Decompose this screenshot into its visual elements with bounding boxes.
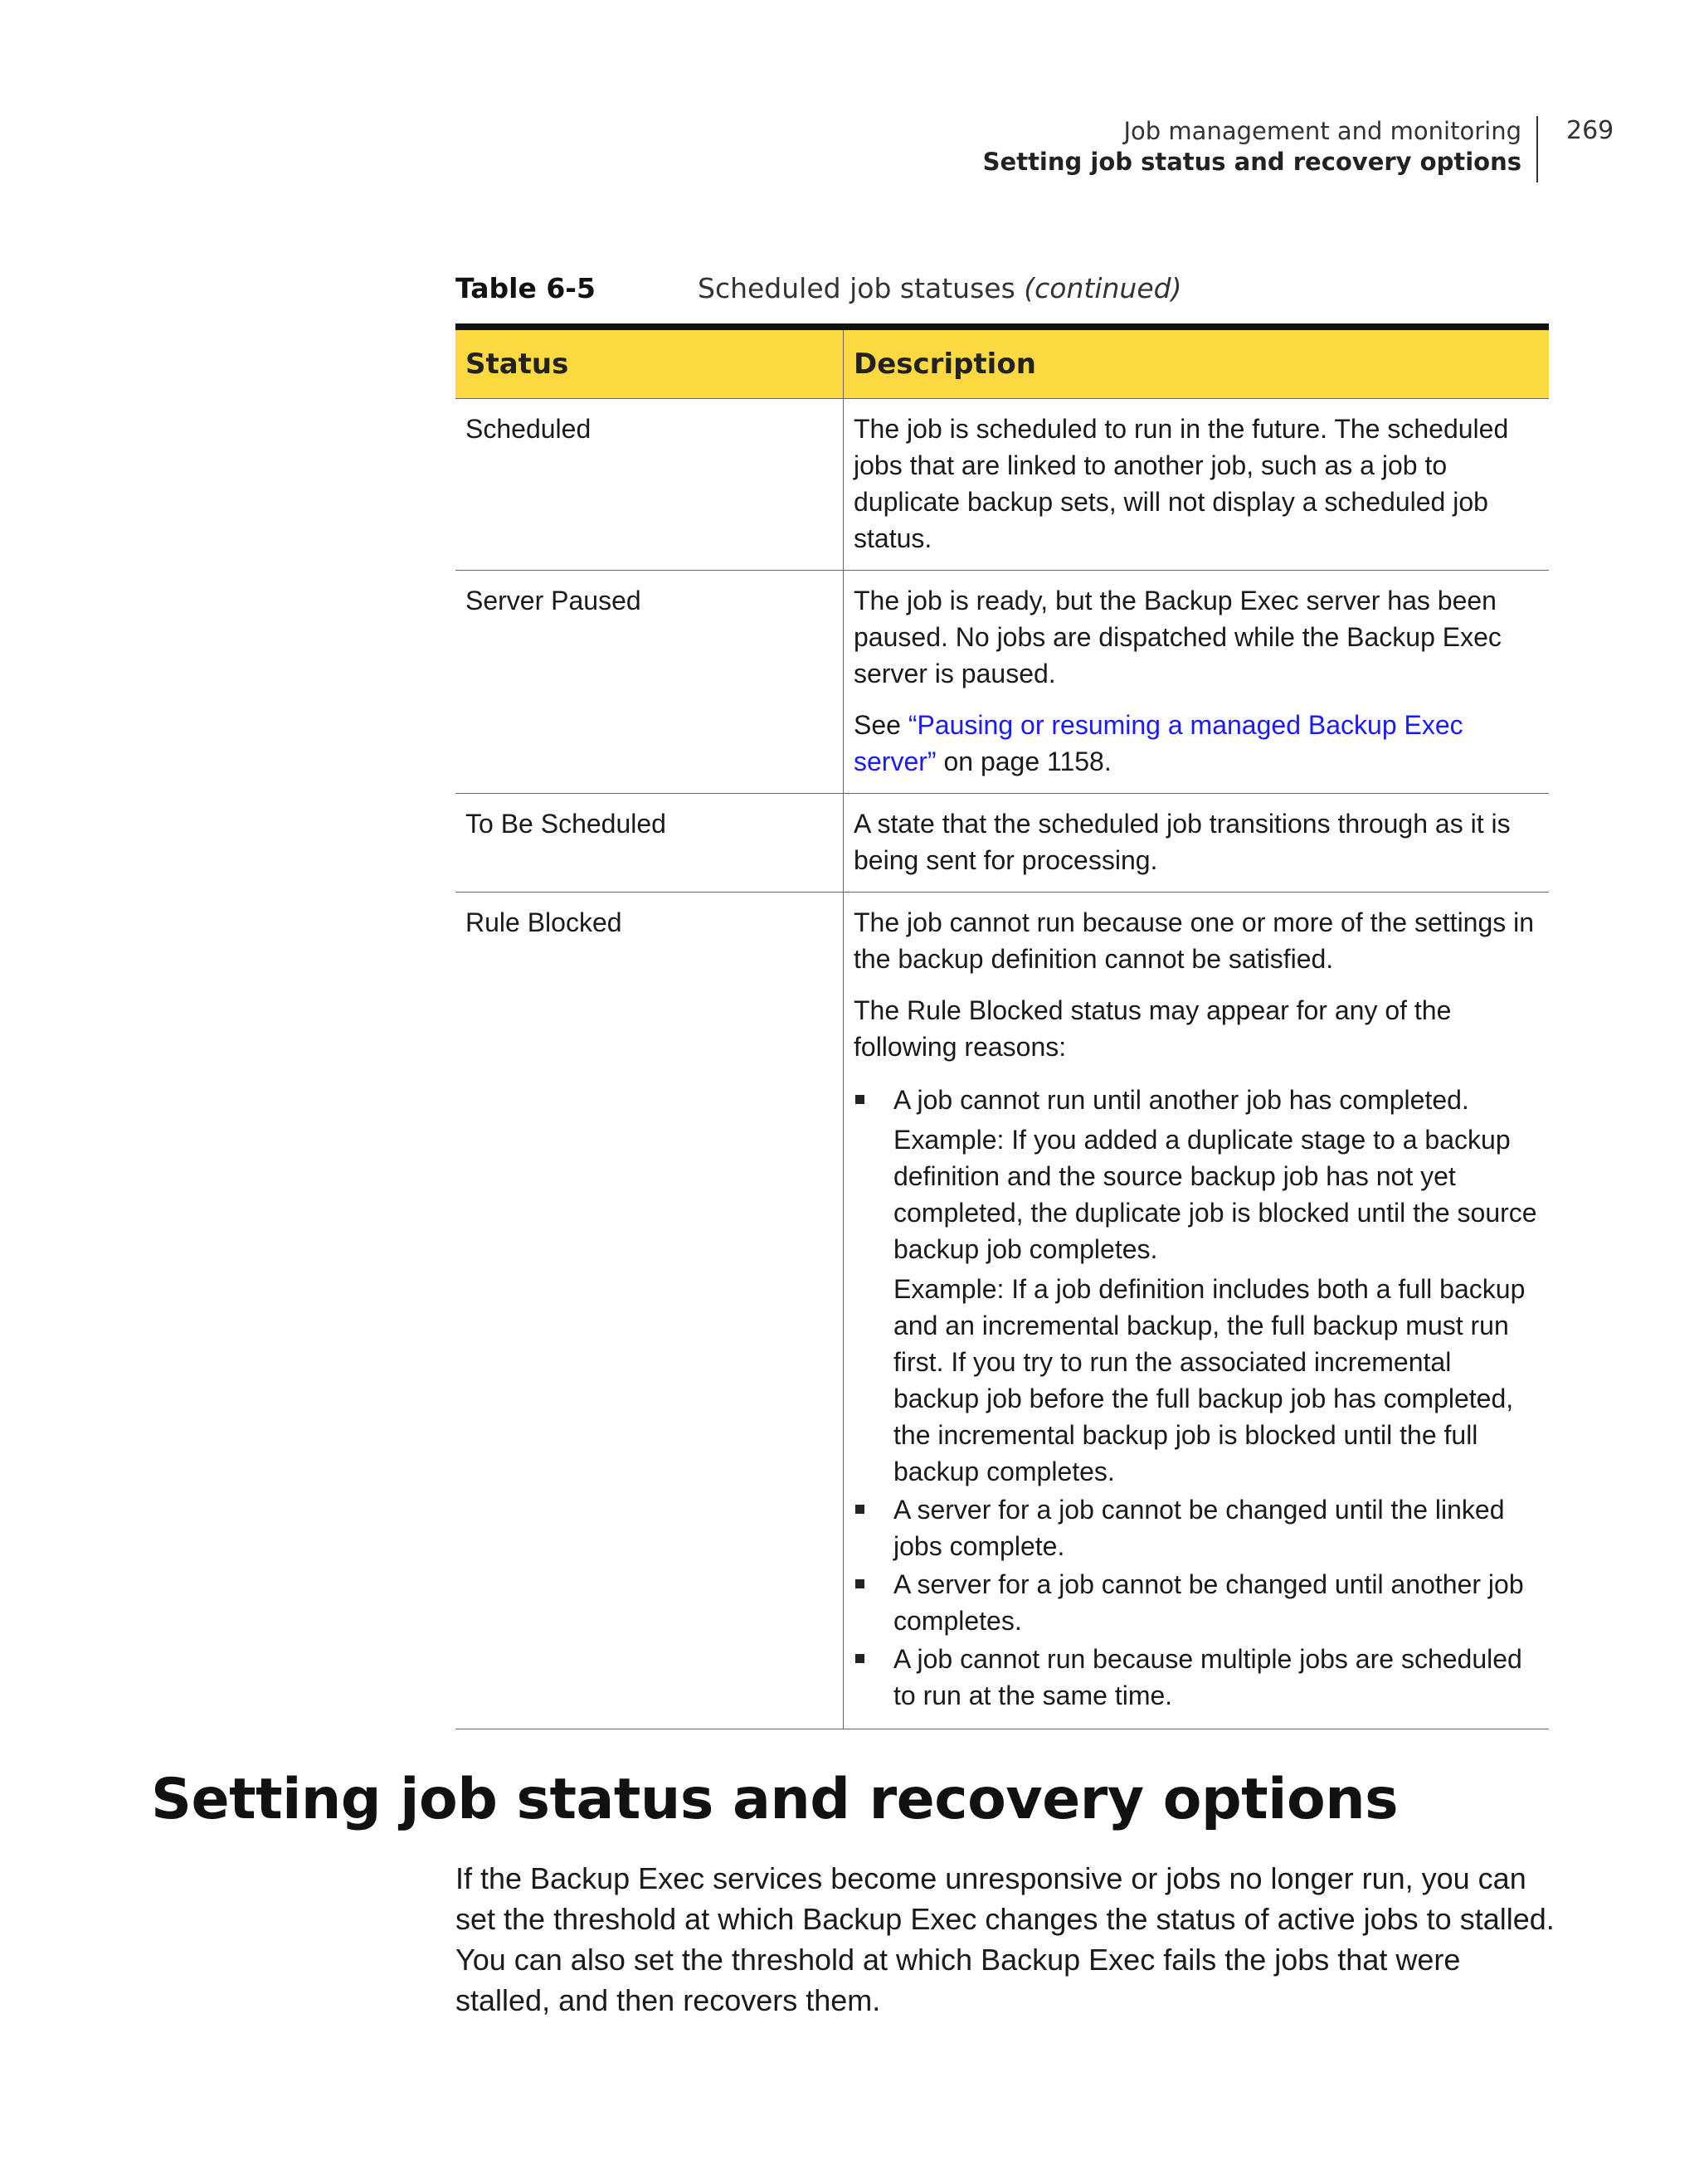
status-cell: To Be Scheduled xyxy=(455,794,844,893)
list-item-text: A job cannot run until another job has completed. xyxy=(893,1085,1469,1115)
table-row xyxy=(455,794,1549,893)
see-also-reference xyxy=(854,707,1539,780)
description-text: A state that the scheduled job transitions through as it is being sent for processing. xyxy=(854,809,1511,875)
list-item-text: A server for a job cannot be changed until the linked jobs complete. xyxy=(893,1495,1505,1561)
table-row xyxy=(455,893,1549,1729)
table-caption xyxy=(455,272,1551,304)
see-prefix: See xyxy=(854,710,908,740)
description-cell xyxy=(844,893,1550,1729)
header-section-title: Setting job status and recovery options xyxy=(982,148,1521,176)
table-caption-continued: (continued) xyxy=(1024,272,1182,304)
running-header xyxy=(983,116,1538,182)
see-suffix: on page 1158. xyxy=(936,747,1112,776)
example-text: Example: If a job definition includes both a full backup and an incremental backup, the full backup must run first. If you try to run the associated incremental backup job before the full backup job has completed, the incremental backup job is blocked until the full backup completes. xyxy=(893,1274,1526,1486)
description-text: The Rule Blocked status may appear for any of the following reasons: xyxy=(854,995,1452,1062)
description-cell xyxy=(844,399,1550,571)
scheduled-job-statuses-table xyxy=(455,323,1549,1729)
status-cell: Server Paused xyxy=(455,571,844,794)
table-caption-text: Scheduled job statuses xyxy=(698,272,1015,304)
header-chapter-title: Job management and monitoring xyxy=(1123,117,1521,145)
status-cell: Scheduled xyxy=(455,399,844,571)
reasons-list xyxy=(854,1082,1539,1714)
table-label: Table 6-5 xyxy=(455,272,596,304)
column-header-description: Description xyxy=(844,327,1550,399)
list-item xyxy=(854,1082,1539,1490)
table-header-row xyxy=(455,327,1549,399)
list-item xyxy=(854,1491,1539,1564)
status-cell: Rule Blocked xyxy=(455,893,844,1729)
table-row xyxy=(455,571,1549,794)
page-number: 269 xyxy=(1566,116,1614,145)
list-item xyxy=(854,1566,1539,1639)
cross-reference-link[interactable]: “Pausing or resuming a managed Backup Exec server” xyxy=(854,710,1463,776)
square-bullet-icon xyxy=(855,1579,864,1588)
description-text: The job is ready, but the Backup Exec server has been paused. No jobs are dispatched while the Backup Exec server is paused. xyxy=(854,586,1502,688)
list-item xyxy=(854,1641,1539,1714)
section-heading: Setting job status and recovery options xyxy=(151,1767,1399,1832)
list-item-text: A job cannot run because multiple jobs are scheduled to run at the same time. xyxy=(893,1644,1522,1710)
description-cell xyxy=(844,794,1550,893)
description-text: The job cannot run because one or more of the settings in the backup definition cannot be satisfied. xyxy=(854,907,1535,974)
table-row xyxy=(455,399,1549,571)
square-bullet-icon xyxy=(855,1095,864,1104)
column-header-status: Status xyxy=(455,327,844,399)
square-bullet-icon xyxy=(855,1654,864,1663)
square-bullet-icon xyxy=(855,1505,864,1514)
body-paragraph: If the Backup Exec services become unresponsive or jobs no longer run, you can set the threshold at which Backup Exec changes the status of active jobs to stalled. You can also set the threshold at which Backup Exec fails the jobs that were stalled, and then recovers them. xyxy=(455,1861,1555,2017)
example-text: Example: If you added a duplicate stage to a backup definition and the source backup job has not yet completed, the duplicate job is blocked until the source backup job completes. xyxy=(893,1125,1537,1264)
description-text: The job is scheduled to run in the future. The scheduled jobs that are linked to another job, such as a job to duplicate backup sets, will not display a scheduled job status. xyxy=(854,414,1509,553)
description-cell xyxy=(844,571,1550,794)
list-item-text: A server for a job cannot be changed until another job completes. xyxy=(893,1569,1524,1636)
